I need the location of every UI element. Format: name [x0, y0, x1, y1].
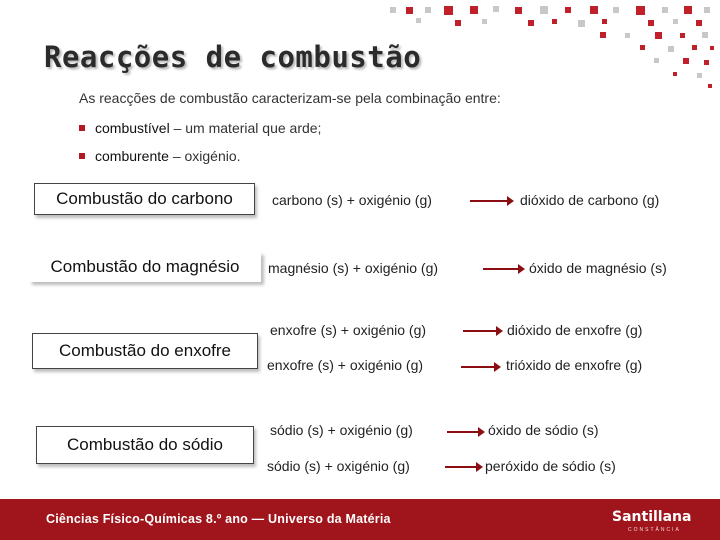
- decorative-square: [540, 6, 548, 14]
- decorative-square: [602, 19, 607, 24]
- footer-text: Ciências Físico-Químicas 8.º ano — Universo da Matéria: [46, 512, 391, 526]
- decorative-square: [702, 32, 708, 38]
- intro-text: As reacções de combustão caracterizam-se pela combinação entre:: [79, 90, 501, 106]
- decorative-square: [552, 19, 557, 24]
- reactants-magnesio: magnésio (s) + oxigénio (g): [268, 260, 439, 276]
- santillana-logo: Santillana: [612, 509, 692, 525]
- bullet-combustivel: [79, 120, 321, 136]
- bullet-comburente: [79, 148, 241, 164]
- label-combustao-enxofre: Combustão do enxofre: [32, 333, 258, 369]
- product-sodio-2: peróxido de sódio (s): [485, 458, 616, 474]
- decorative-square: [673, 19, 678, 24]
- product-enxofre-1: dióxido de enxofre (g): [507, 322, 643, 338]
- product-carbono: dióxido de carbono (g): [520, 192, 660, 208]
- decorative-square: [390, 7, 396, 13]
- arrow-right-icon: [445, 466, 477, 468]
- decorative-square: [406, 7, 413, 14]
- reactants-sodio-1: sódio (s) + oxigénio (g): [270, 422, 413, 438]
- arrow-right-icon: [461, 366, 495, 368]
- decorative-square: [515, 7, 522, 14]
- decorative-square: [493, 6, 499, 12]
- decorative-square: [648, 20, 654, 26]
- reactants-carbono: carbono (s) + oxigénio (g): [272, 192, 432, 208]
- decorative-square: [655, 32, 662, 39]
- bullet-desc: – um material que arde;: [169, 120, 322, 136]
- bullet-term: combustível: [95, 120, 170, 136]
- reactants-enxofre-2: enxofre (s) + oxigénio (g): [267, 357, 424, 373]
- page-title: Reacções de combustão: [44, 40, 422, 74]
- decorative-square: [482, 19, 487, 24]
- santillana-logo-subtitle: CONSTÂNCIA: [628, 527, 681, 533]
- decorative-square: [683, 58, 689, 64]
- label-combustao-sodio: Combustão do sódio: [36, 426, 254, 464]
- bullet-square-icon: [79, 125, 85, 131]
- decorative-square: [668, 46, 674, 52]
- decorative-square: [455, 20, 461, 26]
- arrow-right-icon: [463, 330, 497, 332]
- decorative-square: [600, 32, 606, 38]
- decorative-square: [640, 45, 645, 50]
- arrow-right-icon: [483, 268, 519, 270]
- decorative-square: [696, 20, 702, 26]
- decorative-square: [708, 84, 712, 88]
- decorative-square: [565, 7, 571, 13]
- arrow-right-icon: [447, 431, 479, 433]
- decorative-square: [470, 6, 478, 14]
- reactants-enxofre-1: enxofre (s) + oxigénio (g): [270, 322, 427, 338]
- decorative-square: [625, 33, 630, 38]
- decorative-square: [425, 7, 431, 13]
- decorative-square: [680, 33, 685, 38]
- decorative-square: [636, 6, 645, 15]
- decorative-square: [704, 7, 710, 13]
- label-combustao-carbono: Combustão do carbono: [34, 183, 255, 215]
- decorative-square: [662, 7, 668, 13]
- decorative-square: [590, 6, 598, 14]
- bullet-desc: – oxigénio.: [168, 148, 241, 164]
- decorative-square: [444, 6, 453, 15]
- product-sodio-1: óxido de sódio (s): [488, 422, 599, 438]
- decorative-square: [578, 20, 585, 27]
- decorative-square: [528, 20, 534, 26]
- arrow-right-icon: [470, 200, 508, 202]
- bullet-square-icon: [79, 153, 85, 159]
- label-combustao-magnesio: Combustão do magnésio: [29, 252, 261, 282]
- decorative-square: [416, 18, 421, 23]
- decorative-square: [704, 60, 709, 65]
- decorative-square: [654, 58, 659, 63]
- product-magnesio: óxido de magnésio (s): [529, 260, 667, 276]
- footer-bar: [0, 499, 720, 540]
- decorative-square: [684, 6, 692, 14]
- product-enxofre-2: trióxido de enxofre (g): [506, 357, 643, 373]
- decorative-square: [613, 7, 619, 13]
- bullet-term: comburente: [95, 148, 169, 164]
- decorative-square: [697, 73, 702, 78]
- reactants-sodio-2: sódio (s) + oxigénio (g): [267, 458, 410, 474]
- decorative-square: [692, 45, 697, 50]
- decorative-square: [673, 72, 677, 76]
- decorative-square: [710, 46, 714, 50]
